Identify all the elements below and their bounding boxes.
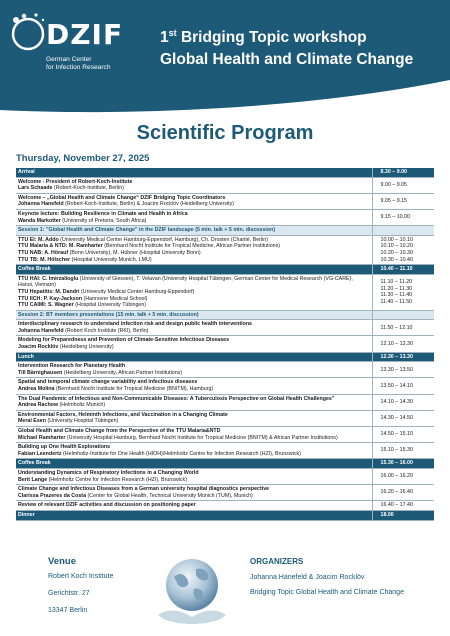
schedule-row	[16, 310, 434, 320]
venue-line: Gerichtstr. 27	[48, 590, 90, 597]
schedule-time: 14.50 – 15.10	[372, 427, 434, 443]
schedule-item: TTU EI: M. Addo (University Medical Center Hamburg-Eppendorf, Hamburg), Ch. Drosten (Charité, Berlin) TTU Malaria & NTD: M. Ramharter (Bernhard Nocht Institute for Tropical Medicine, African Partner Institutions) TTU NAB: A. Hörauf (Bonn University), M. Hübner (Hospital University Bonn) TTU TB: M. Hölscher (Hospital University Munich, LMU)	[16, 235, 372, 264]
schedule-item: Modeling for Preparedness and Prevention of Climate-Sensitive Infectious Diseases Joacim Rocklöv (Heidelberg University)	[16, 336, 372, 352]
schedule-item: Climate Change and Infectious Diseases from a German university hospital diagnostics perspective Clarissa Prazeres da Costa (Center for Global Health, Technical University Munich (TUM), Munich)	[16, 485, 372, 501]
schedule-row	[16, 410, 434, 426]
program-date: Thursday, November 27, 2025	[16, 153, 150, 164]
schedule-table	[16, 168, 434, 521]
schedule-time: 13.30 – 13.50	[372, 362, 434, 378]
schedule-item: Welcome - President of Robert-Koch-Institute Lars Schaade (Robert-Koch-Institute, Berlin)	[16, 177, 372, 193]
venue-block	[48, 556, 113, 619]
schedule-time: 9.05 – 9.15	[372, 193, 434, 209]
schedule-item: Environmental Factors, Helminth Infections, and Vaccination in a Changing Climate Meral Esen (University Hospital Tübingen)	[16, 410, 372, 426]
venue-heading: Venue	[48, 556, 76, 567]
schedule-time: 11.50 – 12.10	[372, 320, 434, 336]
schedule-time: 12.30 – 13.30	[372, 352, 434, 362]
schedule-row	[16, 459, 434, 469]
logo-subtitle-line: for Infection Research	[46, 64, 111, 71]
schedule-item: Coffee Break	[16, 459, 372, 469]
schedule-time: 11.10 – 11.20 11.20 – 11.30 11.30 – 11.40 11.40 – 11.50	[372, 274, 434, 310]
header-banner	[0, 0, 450, 114]
schedule-item: Review of relevant DZIF activities and discussion on positioning paper	[16, 501, 372, 511]
schedule-time: 16.00 – 16.20	[372, 468, 434, 484]
schedule-item: Intervention Research for Planetary Health Till Bärnighausen (Heidelberg University, African Partner Institutions)	[16, 362, 372, 378]
workshop-title	[160, 22, 413, 71]
schedule-row	[16, 274, 434, 310]
header-swoosh	[0, 80, 450, 114]
schedule-item: Arrival	[16, 168, 372, 177]
schedule-item: Building up One Health Explorations Fabian Leendertz (Helmholtz-Institute for One Health (HIOH)/Helmholtz Centre for Infection Research (HZI), Brunswick)	[16, 443, 372, 459]
schedule-item: Global Health and Climate Change from the Perspective of the TTU Malaria&NTD Michael Ramharter (University Hospital Hamburg, Bernhard Nocht Institute for Tropical Medicine (BNITM) & African Partner Institutions)	[16, 427, 372, 443]
schedule-row	[16, 501, 434, 511]
schedule-item: Understanding Dynamics of Respiratory Infections in a Changing World Berit Lange (Helmholtz Centre for Infection Research (HZI), Brunswick)	[16, 468, 372, 484]
schedule-time: 15.30 – 16.00	[372, 459, 434, 469]
schedule-row	[16, 427, 434, 443]
logo-subtitle	[46, 56, 146, 72]
schedule-item: Spatial and temporal climate change variability and infectious diseases Andrea Molina (Bernhard Nocht Institute for Tropical Medicine (BNITM), Hamburg)	[16, 378, 372, 394]
schedule-row	[16, 209, 434, 225]
schedule-row	[16, 468, 434, 484]
schedule-time: 15.10 – 15.30	[372, 443, 434, 459]
organizers-line: Bridging Topic Global Health and Climate Change	[250, 589, 404, 596]
schedule-item: TTU HAI: C. Imirzalioglu (University of Giessen), T. Velavan (University Hospital Tübingen, German Center for Medical Research (VG-CARE), Hanoi, Vietnam) TTU Hepatitis: M. Dandri (University Medical Center Hamburg-Eppendorf) TTU IICH: P. Kay-Jackson (Hannover Medical School) TTU CAIMI: S. Wagner (Hospital University Tübingen)	[16, 274, 372, 310]
schedule-item: Interdisciplinary research to understand infection risk and design public health interventions Johanna Hanefeld (Robert Koch Institute (RKI), Berlin)	[16, 320, 372, 336]
workshop-title-line1: 1st Bridging Topic workshop	[160, 28, 367, 47]
logo-subtitle-line: German Center	[46, 56, 92, 63]
schedule-row	[16, 352, 434, 362]
schedule-row	[16, 226, 434, 236]
schedule-item: Welcome – „Global Health and Climate Change“ DZIF Bridging Topic Coordinators Johanna Hanefeld (Robert-Koch-Institute, Berlin) & Joacim Rocklöv (Heidelberg University)	[16, 193, 372, 209]
schedule-time: 16.40 – 17.40	[372, 501, 434, 511]
organizers-block	[250, 557, 404, 600]
venue-line: 13347 Berlin	[48, 607, 88, 614]
organizers-text	[250, 570, 404, 600]
organizers-line: Johanna Hanefeld & Joacim Rocklöv	[250, 574, 365, 581]
program-title: Scientific Program	[136, 122, 314, 144]
schedule-item: Keynote lecture: Building Resilience in Climate and Health in Africa Wanda Markotter (University of Pretoria, South Africa)	[16, 209, 372, 225]
schedule-row	[16, 168, 434, 177]
schedule-row	[16, 235, 434, 264]
globe-hands-icon	[152, 555, 232, 631]
schedule-time: 14.30 – 14.50	[372, 410, 434, 426]
dzif-logo-icon	[10, 12, 50, 56]
venue-line: Robert Koch Institute	[48, 573, 114, 580]
schedule-time: 14.10 – 14.30	[372, 394, 434, 410]
schedule-time: 10.00 – 10.10 10.10 – 10.20 10.20 – 10.30 10.30 – 10.40	[372, 235, 434, 264]
logo-wordmark: DZIF	[46, 18, 124, 51]
schedule-row	[16, 336, 434, 352]
schedule-row	[16, 394, 434, 410]
schedule-item: Lunch	[16, 352, 372, 362]
schedule-row	[16, 510, 434, 520]
schedule-time	[372, 310, 434, 320]
schedule-row	[16, 378, 434, 394]
schedule-row	[16, 485, 434, 501]
schedule-row	[16, 265, 434, 275]
schedule-item: Dinner	[16, 510, 372, 520]
schedule-item: The Dual Pandemic of Infectious and Non-Communicable Diseases: A Tuberculosis Perspective on Global Health Challenges" Andrea Rachow (Helmholtz Munich)	[16, 394, 372, 410]
schedule-item: Session 2: BT members presentations (15 min. talk + 5 min. discussion)	[16, 310, 372, 320]
schedule-item: Session 1: "Global Health and Climate Change" in the DZIF landscape (5 min. talk + 5 min. discussion)	[16, 226, 372, 236]
schedule-time	[372, 226, 434, 236]
schedule-row	[16, 320, 434, 336]
workshop-title-line2: Global Health and Climate Change	[160, 51, 414, 69]
organizers-heading: ORGANIZERS	[250, 557, 304, 566]
schedule-item: Coffee Break	[16, 265, 372, 275]
schedule-time: 13.50 – 14.10	[372, 378, 434, 394]
schedule-time: 8.30 – 9.00	[372, 168, 434, 177]
schedule-row	[16, 193, 434, 209]
schedule-time: 16.20 – 16.40	[372, 485, 434, 501]
schedule-time: 12.10 – 12.30	[372, 336, 434, 352]
schedule-row	[16, 177, 434, 193]
schedule-time: 18.00	[372, 510, 434, 520]
schedule-row	[16, 443, 434, 459]
schedule-time: 9.15 – 10.00	[372, 209, 434, 225]
venue-address	[48, 568, 113, 619]
schedule-row	[16, 362, 434, 378]
schedule-time: 9.00 – 9.05	[372, 177, 434, 193]
schedule-time: 10.40 – 11.10	[372, 265, 434, 275]
